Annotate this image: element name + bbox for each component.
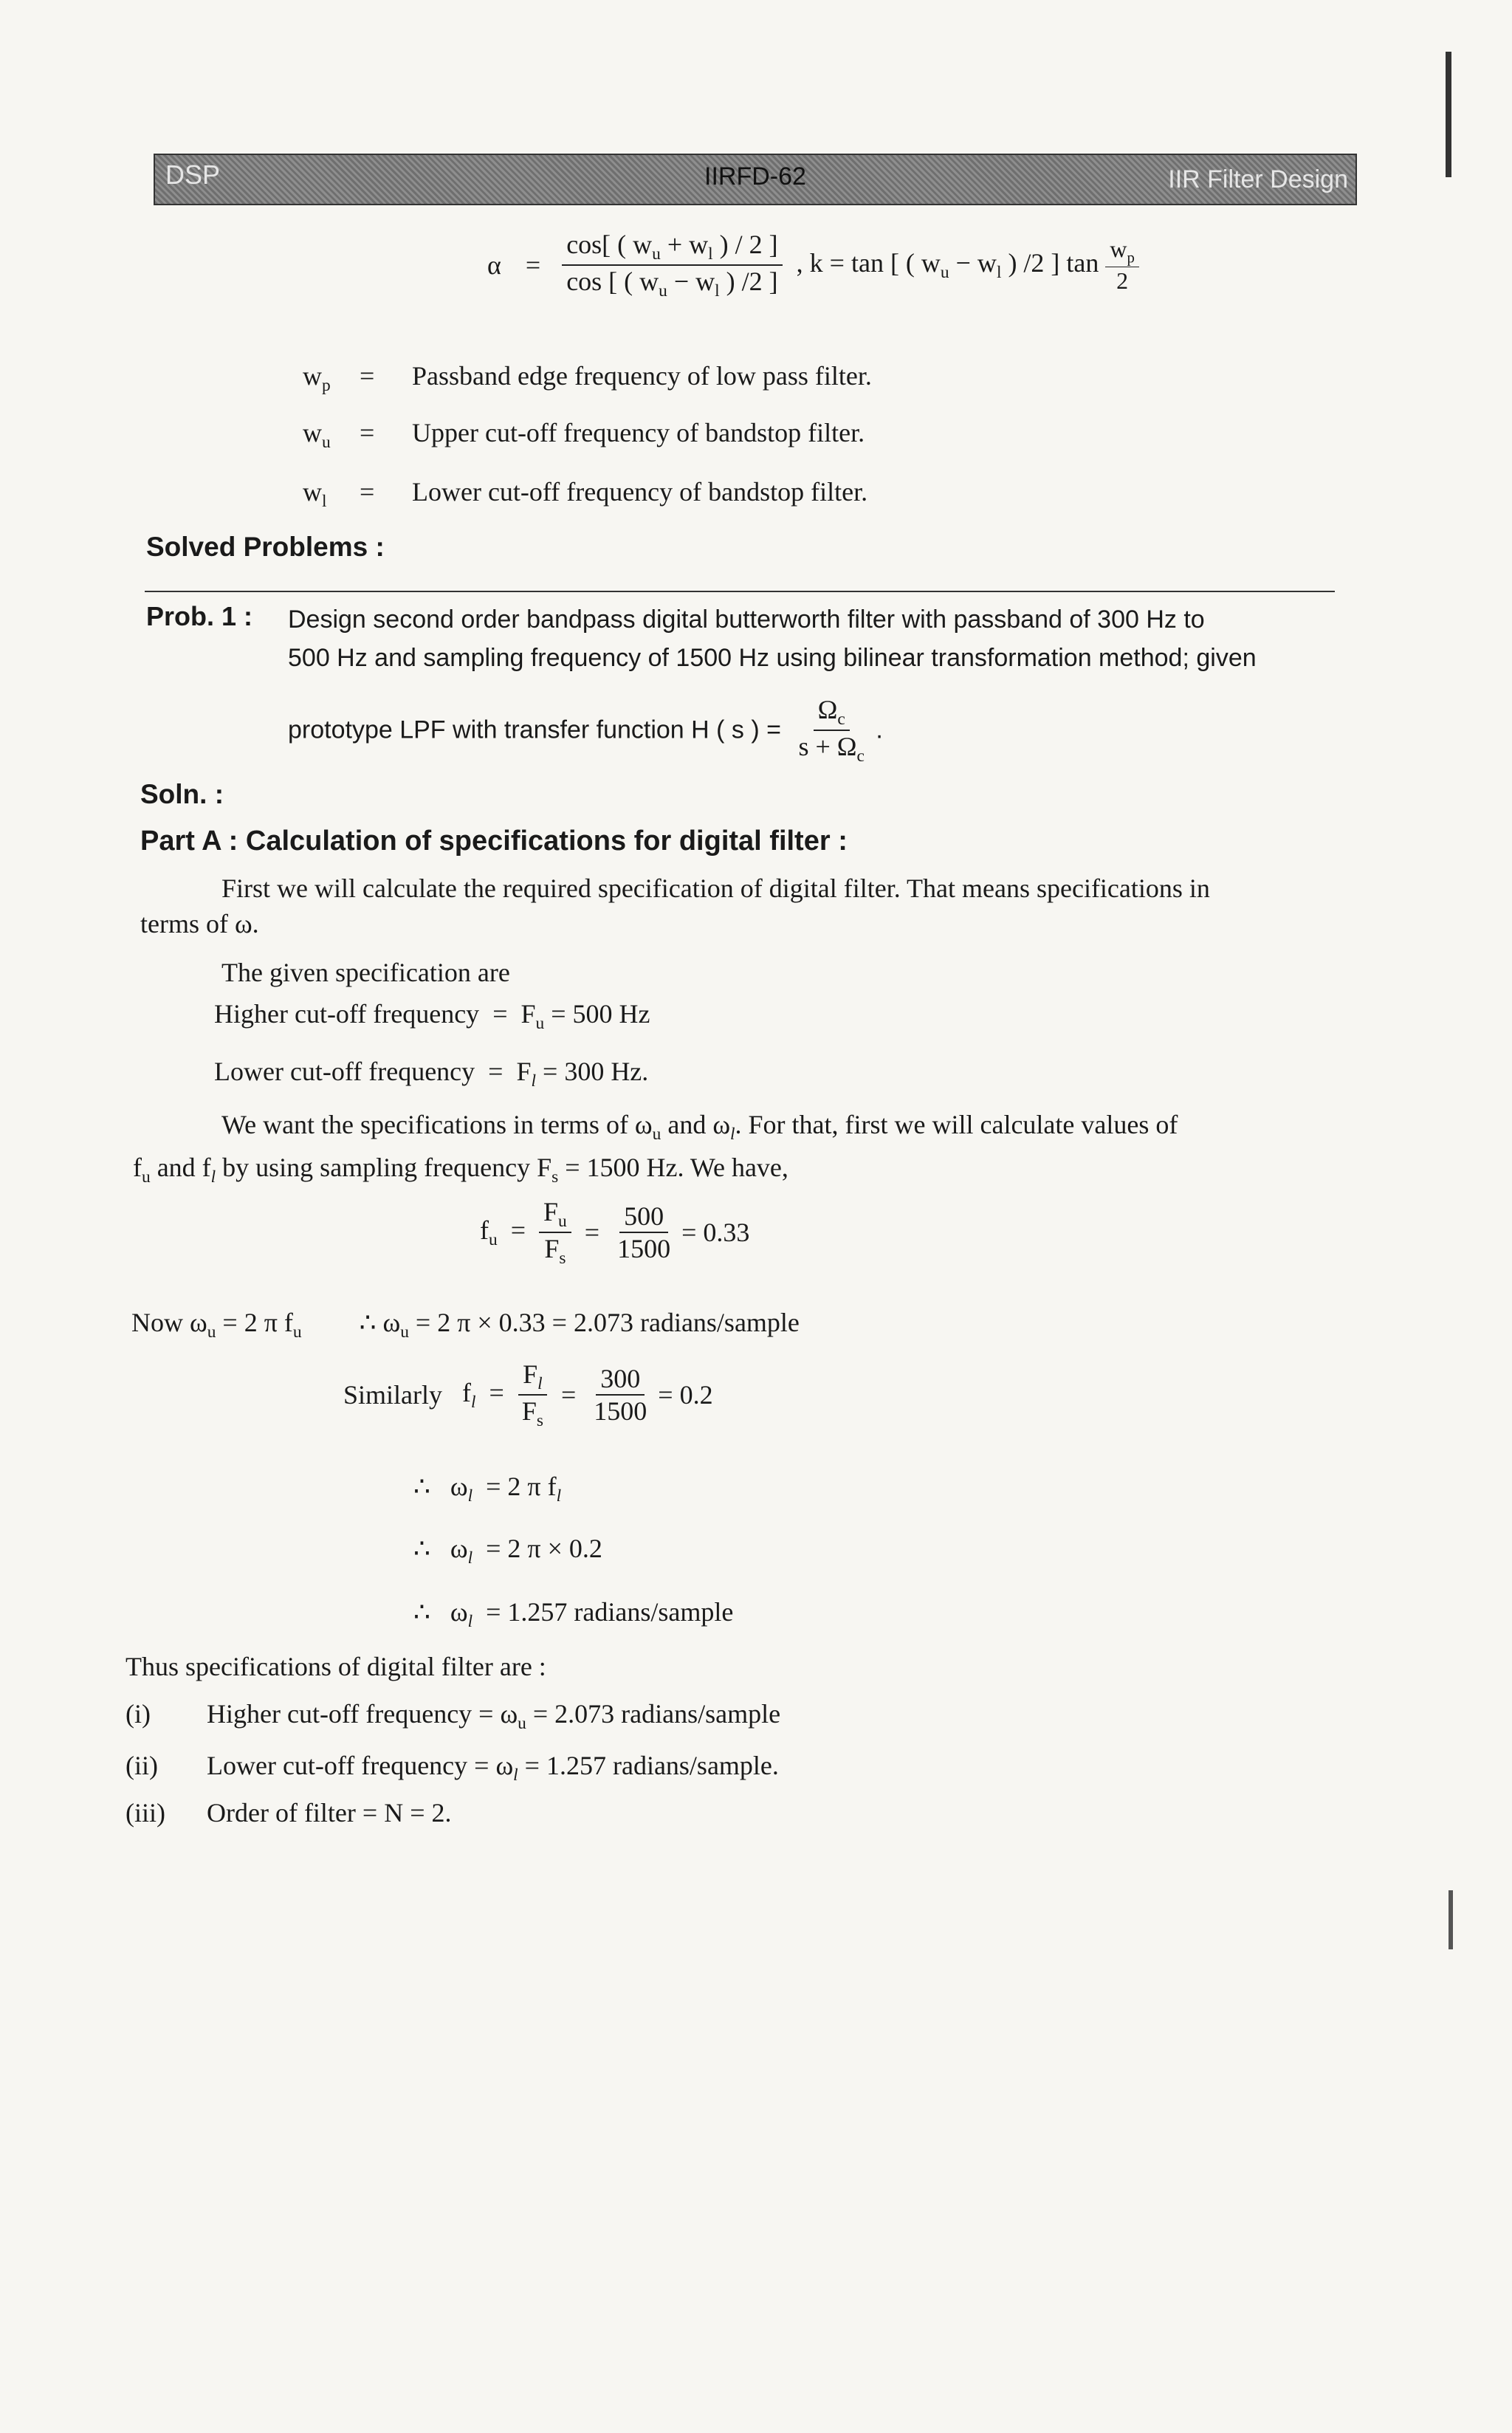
definition-text: Upper cut-off frequency of bandstop filter. [412,418,865,447]
omega-l-step-1: ∴ $\omega_l = 2$ π $f_l$ [413,1472,562,1506]
definition-text: Passband edge frequency of low pass filter. [412,361,872,391]
thus-line: Thus specifications of digital filter are : [126,1652,546,1681]
scan-margin-mark [1449,1890,1453,1949]
omega-u-line: Now $\omega_u = 2$ π $f_u$ ∴ $\omega_u = 2$ π × 0.33 = 2.073 radians/sample [131,1308,800,1342]
omega-l-step-3: ∴ $\omega_l = 1.257$ radians/sample [413,1597,734,1632]
header-page-number: IIRFD-62 [704,162,806,191]
problem-label: Prob. 1 : [146,601,253,631]
solved-problems-heading: Solved Problems : [146,532,385,562]
alpha-symbol: α [487,250,501,281]
lower-cutoff-given: Lower cut-off frequency = $F_l = 300$ Hz. [214,1057,649,1091]
definition-text: Lower cut-off frequency of bandstop filter. [412,477,868,507]
k-fraction: $\frac{w_p}{2}$ [1105,236,1139,295]
fu-calculation: $f_u$ = $\frac{F_u}{F_s}$ = $\frac{500}{1500}$ = 0.33 [480,1197,750,1269]
alpha-formula: α = $\frac{\cos[ ( w_u + w_l ) / 2 ]}{\cos [ ( w_u - w_l ) /2 ]}$ , k = tan [ ( $w_u - w_l$ ) /2 ] tan $\frac{w_p}{2}$ [487,229,1139,301]
header-left-label: DSP [165,159,221,190]
section-divider [145,591,1335,592]
given-spec-line: The given specification are [221,958,510,987]
page-header-band [154,154,1357,205]
scan-margin-mark [1446,52,1451,177]
problem-line-2: 500 Hz and sampling frequency of 1500 Hz using bilinear transformation method; given [288,644,1257,672]
header-chapter-title: IIR Filter Design [1168,165,1348,193]
solution-label: Soln. : [140,779,224,809]
para2-line2: $f_u$ and $f_l$ by using sampling frequency $F_s = 1500$ Hz. We have, [133,1153,788,1187]
problem-line-3: prototype LPF with transfer function H ( s ) = $\frac{\Omega_c}{s + \Omega_c}$ . [288,695,883,766]
para2-line1: We want the specifications in terms of $\omega_u$ and $\omega_l$. For that, first we will calculate values of [221,1110,1178,1145]
para1-line1: First we will calculate the required specification of digital filter. That means specifications in [221,874,1210,903]
definition-wp: $w_p$ = Passband edge frequency of low pass filter. [303,361,872,396]
k-expression: , k = tan [ ( $w_u - w_l$ ) /2 ] tan [796,248,1099,283]
fl-calculation: Similarly $f_l$ = $\frac{F_l}{F_s}$ = $\frac{300}{1500}$ = 0.2 [343,1359,713,1431]
alpha-fraction [562,229,782,301]
definition-wu: $w_u$ = Upper cut-off frequency of bandstop filter. [303,418,865,453]
spec-item-3: (iii) Order of filter = N = 2. [126,1798,452,1828]
spec-item-2: (ii) Lower cut-off frequency = $\omega_l = 1.257$ radians/sample. [126,1751,779,1785]
definition-wl: $w_l$ = Lower cut-off frequency of bandstop filter. [303,477,868,512]
alpha-numerator: cos[ ( $w_u + w_l$ ) / 2 ] [562,229,782,266]
part-a-heading: Part A : Calculation of specifications for digital filter : [140,826,848,857]
higher-cutoff-given: Higher cut-off frequency = $F_u = 500$ Hz [214,999,650,1034]
omega-l-step-2: ∴ $\omega_l = 2$ π × 0.2 [413,1534,602,1568]
problem-line-1: Design second order bandpass digital butterworth filter with passband of 300 Hz to [288,605,1205,634]
spec-item-1: (i) Higher cut-off frequency = $\omega_u = 2.073$ radians/sample [126,1699,781,1734]
para1-line2: terms of ω. [140,909,259,938]
transfer-function-fraction: $\frac{\Omega_c}{s + \Omega_c}$ [798,695,865,766]
alpha-denominator: cos [ ( $w_u - w_l$ ) /2 ] [566,267,778,301]
